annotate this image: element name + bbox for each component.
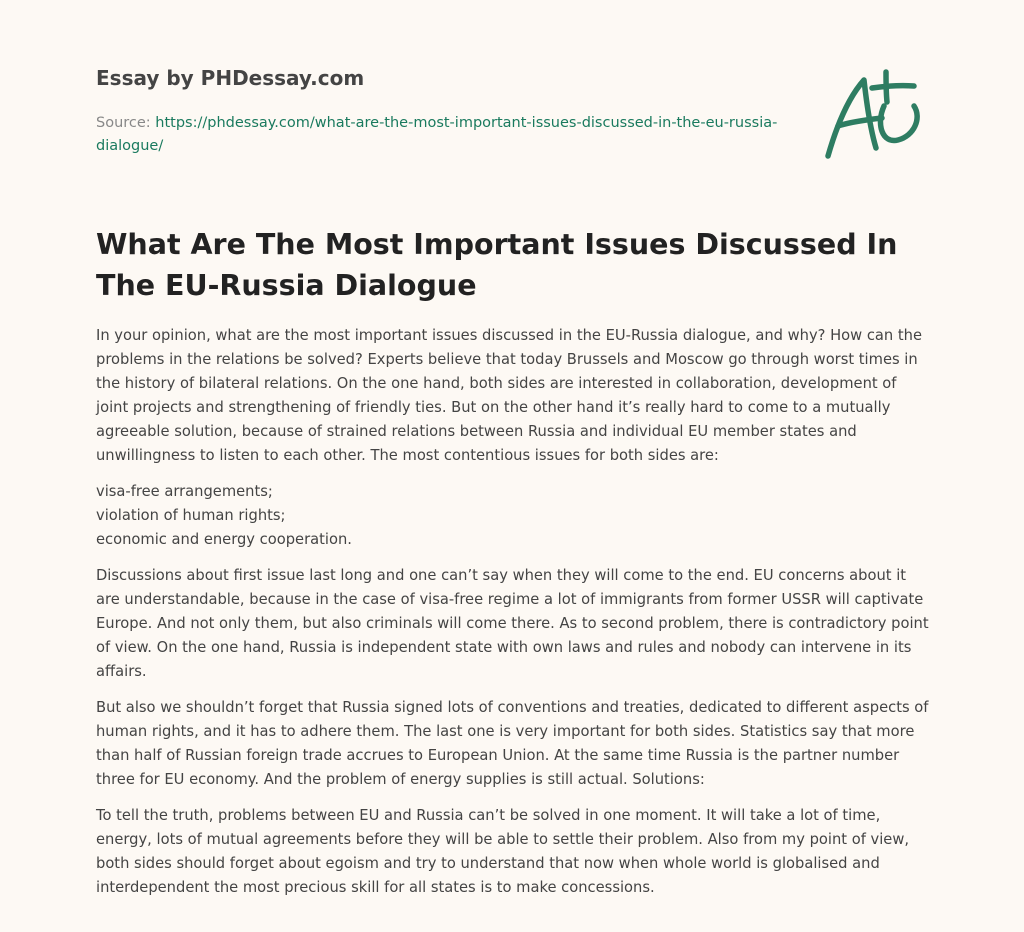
paragraph-2: Discussions about first issue last long and one can’t say when they will come to the end. EU concerns about it are understandable, because in the case of visa-free regime a lot of immigrants from former USSR will captivate Europe. And not only them, but also criminals will come there. As to second problem, there is contradictory point of view. On the one hand, Russia is independent state with own laws and rules and nobody can intervene in its affairs. [96,567,929,680]
paragraph-4: To tell the truth, problems between EU and Russia can’t be solved in one moment. It will take a lot of time, energy, lots of mutual agreements before they will be able to settle their problem. Also from my point of view, both sides should forget about egoism and try to understand that now when whole world is globalised and interdependent the most precious skill for all states is to make concessions. [96,807,910,896]
essay-page [96,0,932,896]
essay-title: What Are The Most Important Issues Discussed In The EU-Russia Dialogue [96,228,898,302]
paragraph-3: But also we shouldn’t forget that Russia signed lots of conventions and treaties, dedicated to different aspects of human rights, and it has to adhere them. The last one is very important for both sides. Statistics say that more than half of Russian foreign trade accrues to European Union. At the same time Russia is the partner number three for EU economy. And the problem of energy supplies is still actual. Solutions: [96,699,929,788]
source-label: Source: [96,115,156,131]
list-item: visa-free arrangements; [96,483,273,500]
source-link[interactable]: https://phdessay.com/what-are-the-most-important-issues-discussed-in-the-eu-russia-dialogue/ [96,115,778,154]
list-item: economic and energy cooperation. [96,531,352,548]
source-line [96,112,786,158]
a-plus-logo-icon [824,68,924,164]
essay-body [96,324,932,912]
issues-list [96,480,932,552]
list-item: violation of human rights; [96,507,286,524]
header [96,0,932,200]
brand-title: Essay by PHDessay.com [96,66,365,90]
paragraph-1: In your opinion, what are the most important issues discussed in the EU-Russia dialogue, and why? How can the problems in the relations be solved? Experts believe that today Brussels and Moscow go through worst times in the history of bilateral relations. On the one hand, both sides are interested in collaboration, development of joint projects and strengthening of friendly ties. But on the other hand it’s really hard to come to a mutually agreeable solution, because of strained relations between Russia and individual EU member states and unwillingness to listen to each other. The most contentious issues for both sides are: [96,327,922,464]
